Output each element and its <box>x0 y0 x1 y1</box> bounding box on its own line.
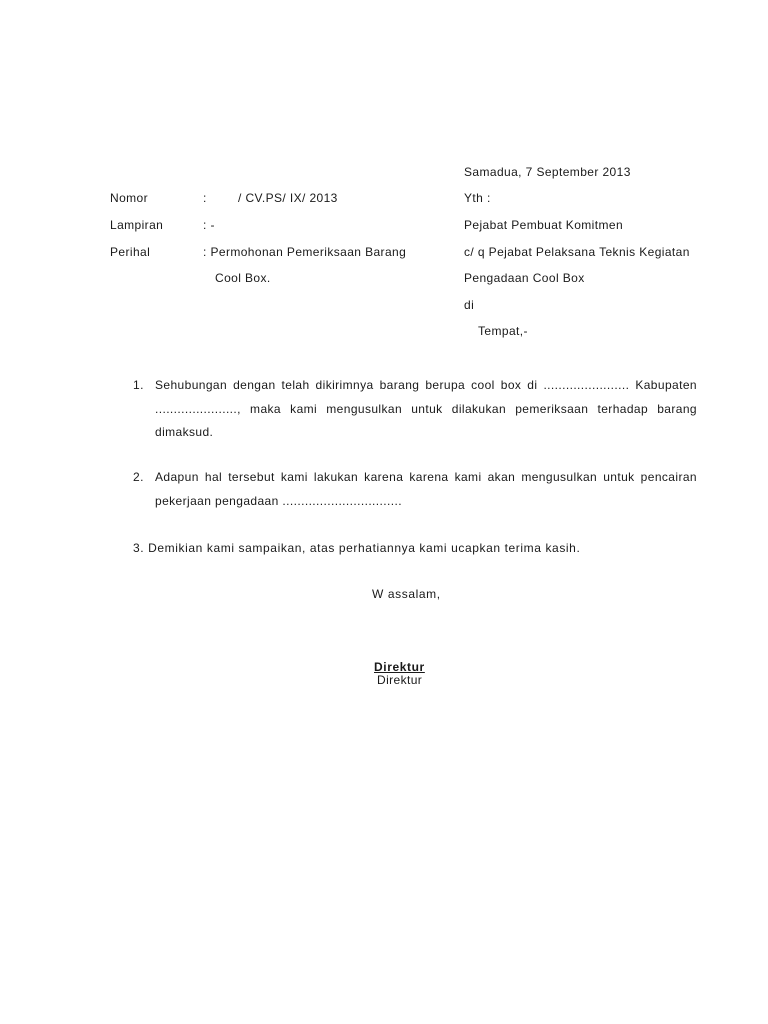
paragraph-2-text: Adapun hal tersebut kami lakukan karena karena kami akan mengusulkan untuk pencairan pekerjaan pengadaan ................................ <box>155 470 697 508</box>
lampiran-label: Lampiran <box>110 218 164 232</box>
nomor-value: / CV.PS/ IX/ 2013 <box>238 191 338 205</box>
recipient-greeting: Yth : <box>464 191 491 205</box>
perihal-value-line1: : Permohonan Pemeriksaan Barang <box>203 245 407 259</box>
recipient-line-3: Pengadaan Cool Box <box>464 271 585 285</box>
nomor-colon: : <box>203 191 207 205</box>
body-paragraph-1 <box>133 374 697 445</box>
perihal-value-line2: Cool Box. <box>215 271 271 285</box>
perihal-label: Perihal <box>110 245 151 259</box>
paragraph-1-number: 1. <box>133 378 144 392</box>
closing-salutation: W assalam, <box>372 587 441 601</box>
body-paragraph-3: 3. Demikian kami sampaikan, atas perhatiannya kami ucapkan terima kasih. <box>133 541 581 555</box>
recipient-line-5: Tempat,- <box>478 324 528 338</box>
lampiran-value: : - <box>203 218 215 232</box>
recipient-line-4: di <box>464 298 475 312</box>
recipient-line-1: Pejabat Pembuat Komitmen <box>464 218 624 232</box>
body-paragraph-2 <box>133 466 697 513</box>
paragraph-2-number: 2. <box>133 470 144 484</box>
nomor-label: Nomor <box>110 191 149 205</box>
signature-subtitle: Direktur <box>377 673 423 687</box>
signature-title: Direktur <box>374 660 425 674</box>
recipient-line-2: c/ q Pejabat Pelaksana Teknis Kegiatan <box>464 245 690 259</box>
paragraph-1-text: Sehubungan dengan telah dikirimnya barang berupa cool box di ....................... Kabupaten ......................, maka kami mengusulkan untuk dilakukan pemeriksaan terhadap barang dimaksud. <box>155 378 697 439</box>
letter-date: Samadua, 7 September 2013 <box>464 165 631 179</box>
